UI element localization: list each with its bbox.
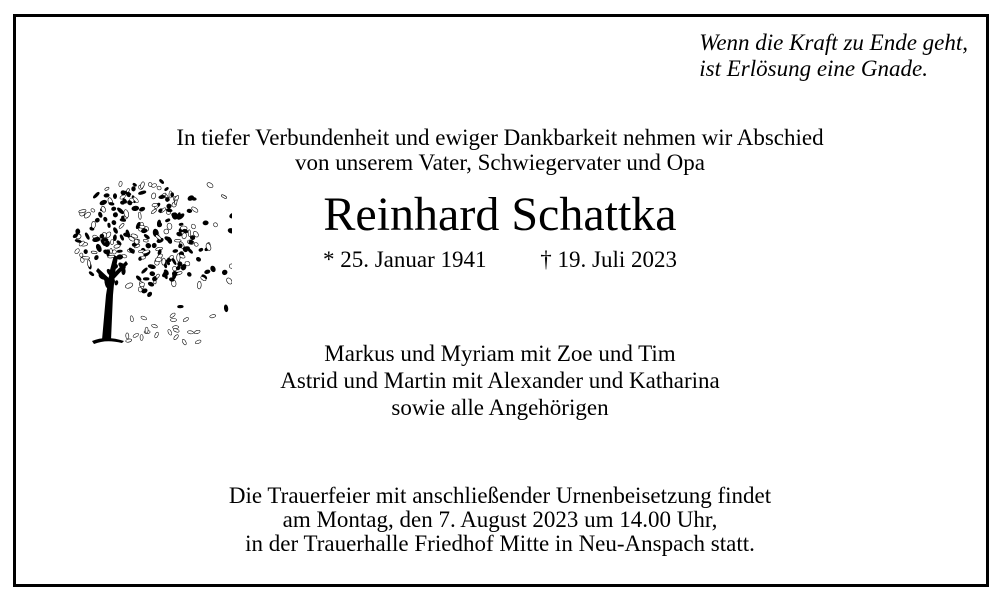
quote-line: Wenn die Kraft zu Ende geht, xyxy=(699,30,968,55)
intro-line: von unserem Vater, Schwiegervater und Opa xyxy=(295,150,705,175)
life-dates xyxy=(0,246,1000,274)
birth-date: * 25. Januar 1941 xyxy=(322,247,487,272)
epigraph-quote xyxy=(699,30,968,82)
mourner-line: Markus und Myriam mit Zoe und Tim xyxy=(324,341,676,366)
mourners-list xyxy=(0,340,1000,421)
mourner-line: Astrid und Martin mit Alexander und Katharina xyxy=(280,368,720,393)
ceremony-line: am Montag, den 7. August 2023 um 14.00 Uhr, xyxy=(282,507,718,532)
mourner-line: sowie alle Angehörigen xyxy=(391,395,609,420)
ceremony-line: in der Trauerhalle Friedhof Mitte in Neu-Anspach statt. xyxy=(245,531,755,556)
deceased-name: Reinhard Schattka xyxy=(323,188,677,241)
quote-line: ist Erlösung eine Gnade. xyxy=(699,56,928,81)
death-date: † 19. Juli 2023 xyxy=(540,247,677,272)
ceremony-info xyxy=(0,484,1000,556)
intro-line: In tiefer Verbundenheit und ewiger Dankbarkeit nehmen wir Abschied xyxy=(176,125,824,150)
ceremony-line: Die Trauerfeier mit anschließender Urnenbeisetzung findet xyxy=(228,483,772,508)
intro-text xyxy=(0,125,1000,175)
